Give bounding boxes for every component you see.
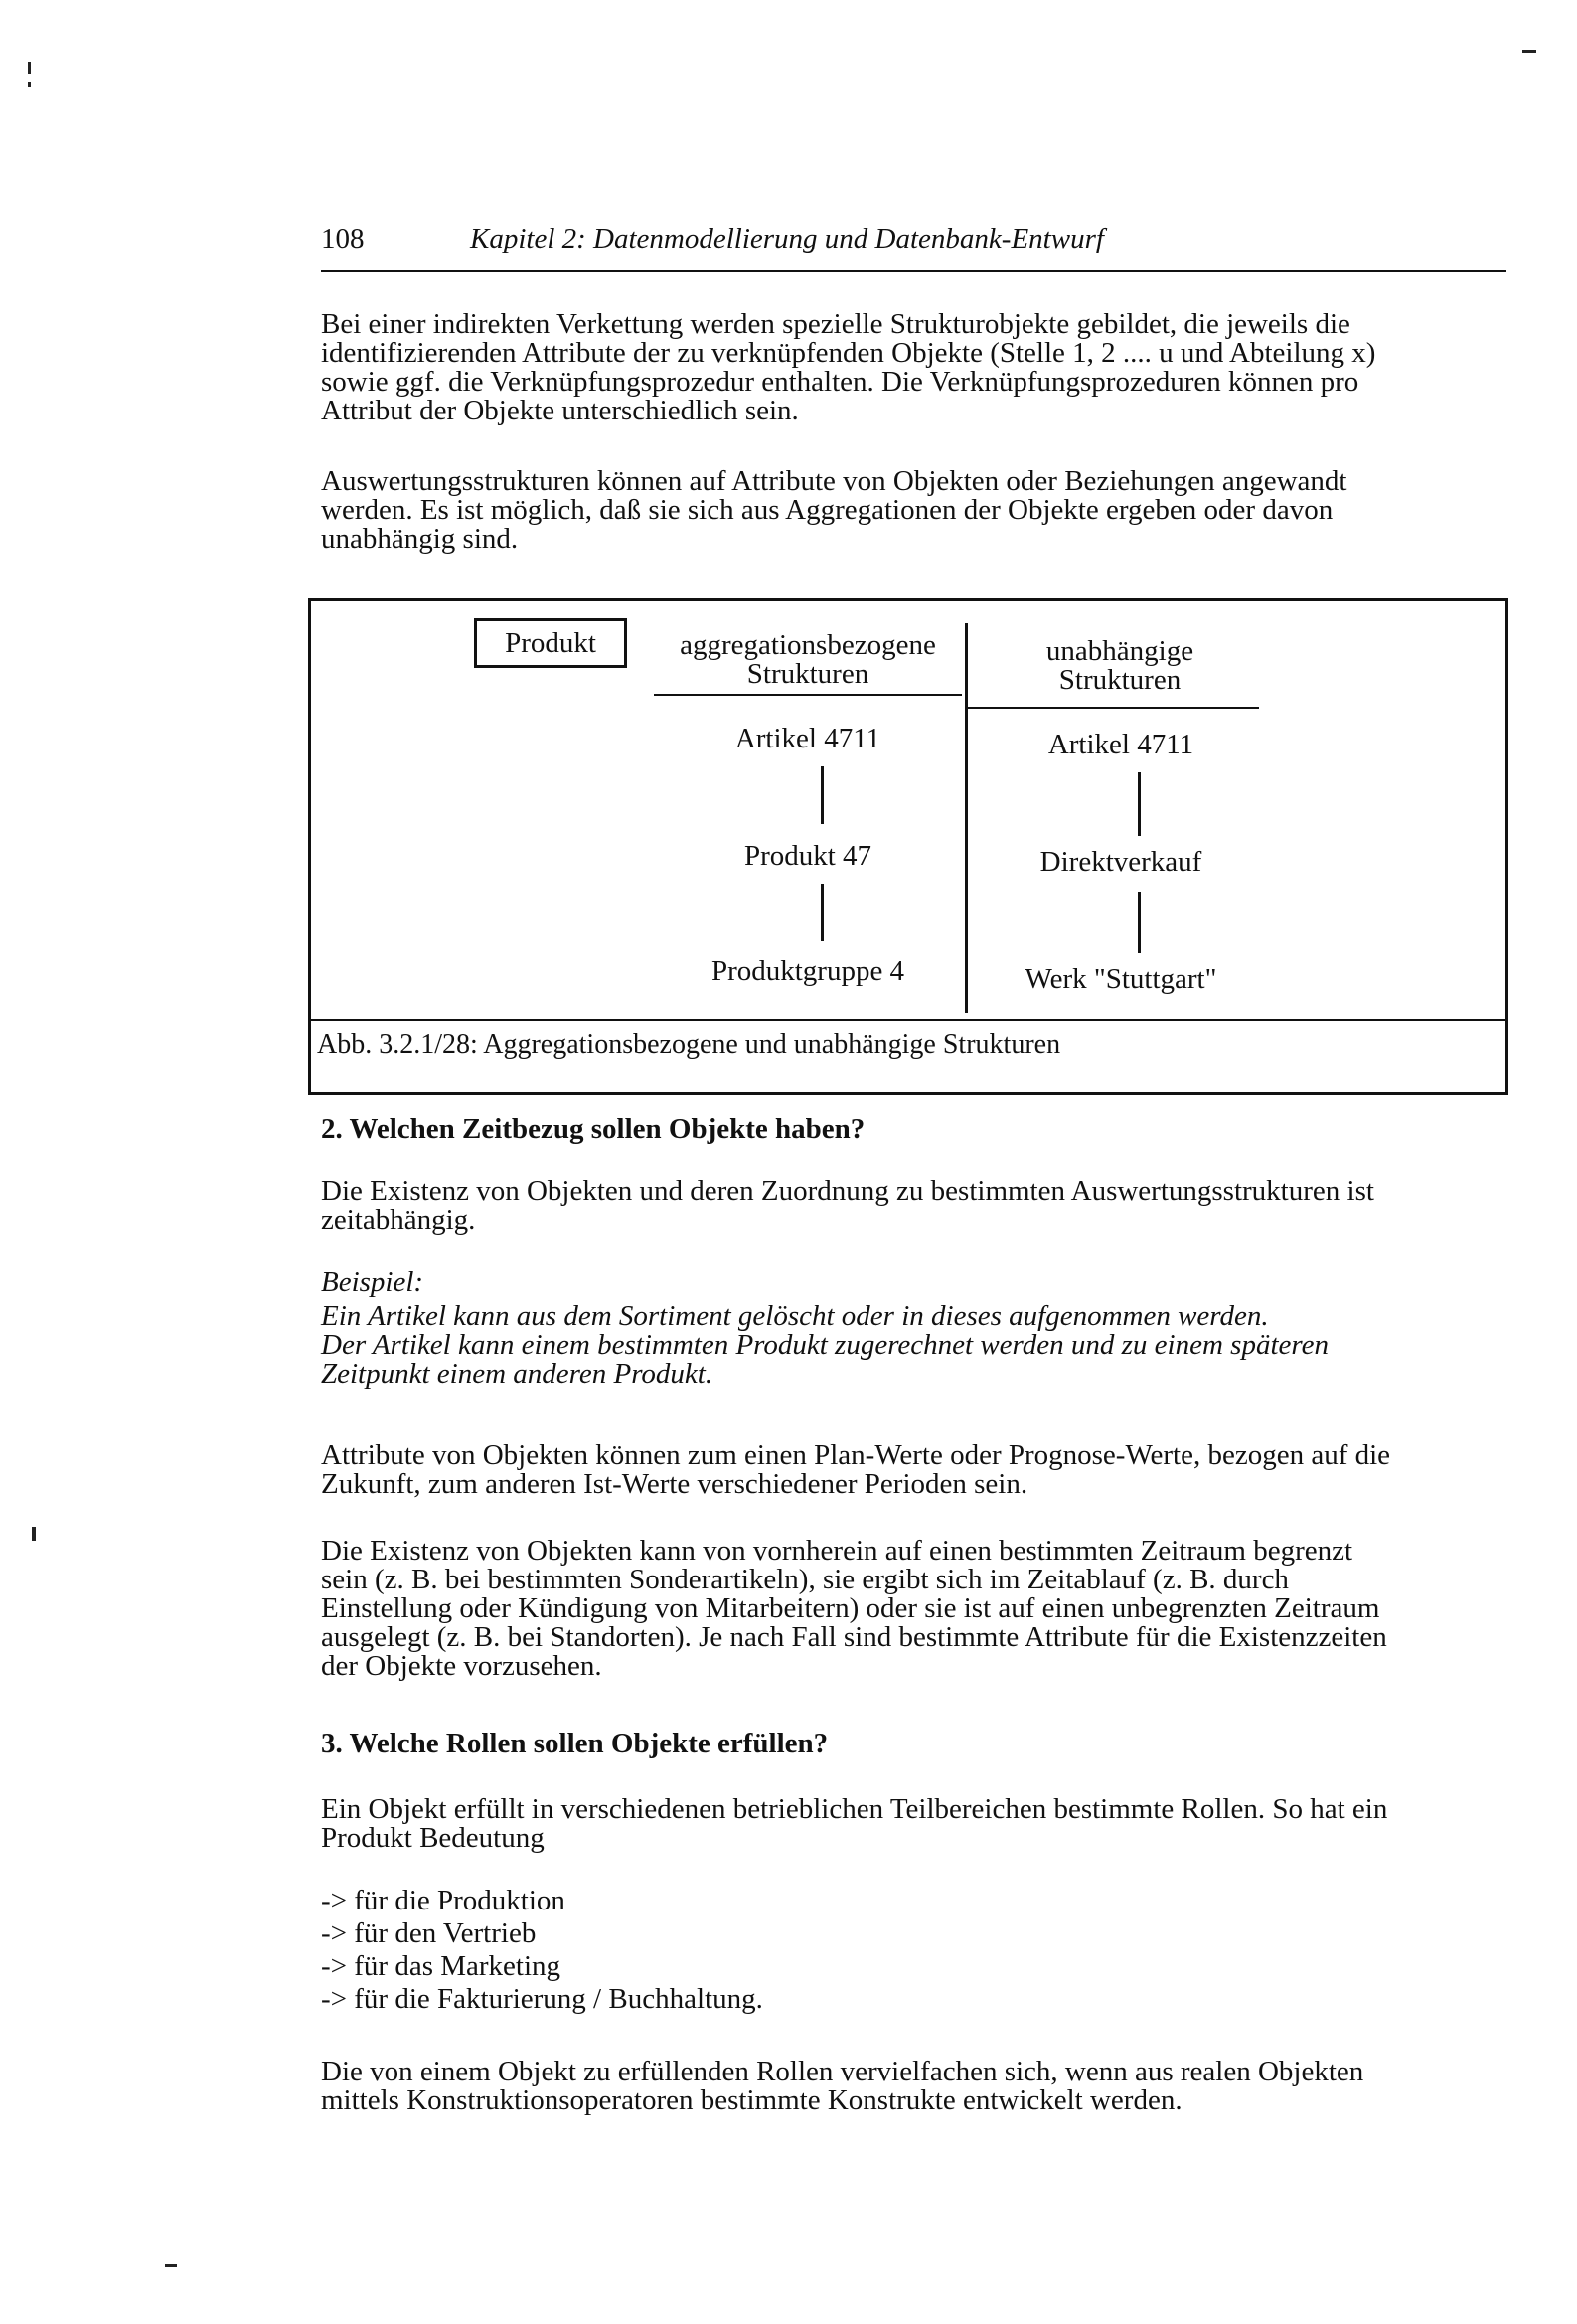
list-item: -> für den Vertrieb: [321, 1917, 537, 1949]
text-line: Zukunft, zum anderen Ist-Werte verschiedener Perioden sein.: [321, 1468, 1028, 1500]
col1-item-1: Artikel 4711: [734, 723, 881, 754]
text-line: werden. Es ist möglich, daß sie sich aus Aggregationen der Objekte ergeben oder davon: [321, 494, 1334, 526]
paragraph-evaluation-structures: [321, 467, 1503, 554]
col2-item-2: Direktverkauf: [1039, 846, 1202, 878]
text-line: Bei einer indirekten Verkettung werden spezielle Strukturobjekte gebildet, die jeweils die: [321, 308, 1350, 340]
col1-item-2: Produkt 47: [743, 840, 872, 872]
text-line: Zeitpunkt einem anderen Produkt.: [321, 1358, 713, 1390]
col1-connector-2: [821, 884, 824, 941]
text-line: Ein Artikel kann aus dem Sortiment gelöscht oder in dieses aufgenommen werden.: [321, 1300, 1269, 1332]
figure-caption: Abb. 3.2.1/28: Aggregationsbezogene und unabhängige Strukturen: [317, 1029, 1061, 1060]
col2-item-1: Artikel 4711: [1047, 729, 1194, 760]
produkt-box: Produkt: [474, 618, 627, 668]
col2-header-line2: Strukturen: [1058, 664, 1182, 696]
col1-header-line1: aggregationsbezogene: [680, 629, 936, 661]
col1-item-3: Produktgruppe 4: [710, 955, 905, 987]
text-line: Ein Objekt erfüllt in verschiedenen betrieblichen Teilbereichen bestimmte Rollen. So hat ein: [321, 1793, 1388, 1825]
section-3-paragraph-2: [321, 2058, 1503, 2115]
text-line: Attribute von Objekten können zum einen Plan-Werte oder Prognose-Werte, bezogen auf die: [321, 1439, 1391, 1471]
page-number: 108: [321, 223, 365, 254]
text-line: sein (z. B. bei bestimmten Sonderartikeln), sie ergibt sich im Zeitablauf (z. B. durch: [321, 1564, 1289, 1595]
scan-mark-top-left: [28, 62, 31, 74]
col2-connector-1: [1138, 772, 1141, 836]
example-label: Beispiel:: [321, 1266, 424, 1298]
col1-connector-1: [821, 766, 824, 824]
text-line: mittels Konstruktionsoperatoren bestimmte Konstrukte entwickelt werden.: [321, 2084, 1183, 2116]
roles-list: [321, 1885, 1503, 2016]
section-2-heading: 2. Welchen Zeitbezug sollen Objekte haben?: [321, 1113, 866, 1145]
scan-mark-left-margin: [32, 1527, 36, 1541]
text-line: Einstellung oder Kündigung von Mitarbeitern) oder sie ist auf einen unbegrenzten Zeitraum: [321, 1592, 1380, 1624]
scan-mark-top-right: [1522, 50, 1536, 53]
text-line: der Objekte vorzusehen.: [321, 1650, 602, 1682]
col1-header-line2: Strukturen: [746, 658, 869, 690]
col2-header-rule: [965, 707, 1259, 709]
text-line: Auswertungsstrukturen können auf Attribute von Objekten oder Beziehungen angewandt: [321, 465, 1347, 497]
section-3-paragraph-1: [321, 1795, 1503, 1853]
col2-item-3: Werk "Stuttgart": [1025, 963, 1217, 995]
list-item: -> für die Produktion: [321, 1885, 565, 1916]
text-line: Attribut der Objekte unterschiedlich sein.: [321, 395, 799, 426]
list-item: -> für die Fakturierung / Buchhaltung.: [321, 1983, 763, 2015]
col2-header-line1: unabhängige: [1045, 635, 1194, 667]
col2-connector-2: [1138, 892, 1141, 953]
scan-mark-bottom-left: [165, 2264, 177, 2267]
scan-mark-top-left-2: [28, 82, 31, 87]
section-3-heading: 3. Welche Rollen sollen Objekte erfüllen?: [321, 1728, 829, 1759]
text-line: unabhängig sind.: [321, 523, 519, 555]
section-2-paragraph-2: [321, 1441, 1503, 1499]
list-item: -> für das Marketing: [321, 1950, 561, 1982]
text-line: zeitabhängig.: [321, 1204, 476, 1236]
text-line: identifizierenden Attribute der zu verknüpfenden Objekte (Stelle 1, 2 .... u und Abteilung x): [321, 337, 1376, 369]
chapter-title: Kapitel 2: Datenmodellierung und Datenbank-Entwurf: [470, 223, 1104, 254]
text-line: ausgelegt (z. B. bei Standorten). Je nach Fall sind bestimmte Attribute für die Existenzzeiten: [321, 1621, 1387, 1653]
text-line: sowie ggf. die Verknüpfungsprozedur enthalten. Die Verknüpfungsprozeduren können pro: [321, 366, 1359, 398]
page-header: [321, 219, 1506, 274]
text-line: Die von einem Objekt zu erfüllenden Rollen vervielfachen sich, wenn aus realen Objekten: [321, 2056, 1364, 2087]
col1-header: [639, 631, 977, 689]
example-text: [321, 1302, 1503, 1389]
paragraph-indirect-linking: [321, 310, 1503, 425]
col1-header-rule: [654, 694, 962, 696]
col2-header: [991, 637, 1249, 695]
text-line: Die Existenz von Objekten und deren Zuordnung zu bestimmten Auswertungsstrukturen ist: [321, 1175, 1374, 1207]
header-rule: [321, 270, 1506, 272]
text-line: Die Existenz von Objekten kann von vornherein auf einen bestimmten Zeitraum begrenzt: [321, 1535, 1353, 1567]
caption-rule: [311, 1019, 1505, 1021]
text-line: Der Artikel kann einem bestimmten Produkt zugerechnet werden und zu einem späteren: [321, 1329, 1329, 1361]
section-2-paragraph-1: [321, 1177, 1503, 1235]
section-2-paragraph-3: [321, 1537, 1503, 1681]
figure-structures: [308, 598, 1508, 1095]
text-line: Produkt Bedeutung: [321, 1822, 545, 1854]
